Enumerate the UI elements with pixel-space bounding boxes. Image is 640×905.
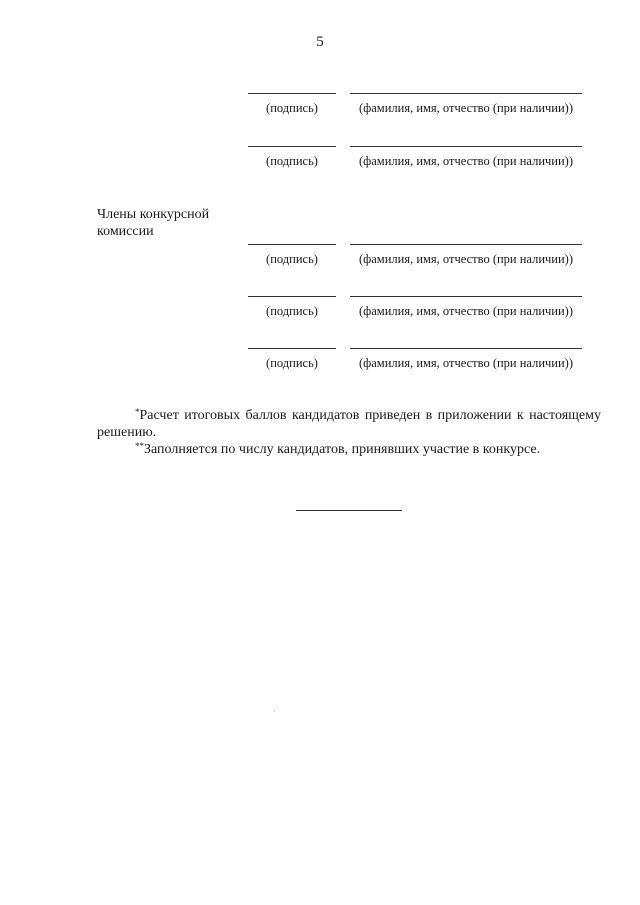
signature-caption: (подпись) — [266, 304, 318, 318]
end-of-document-rule — [296, 510, 402, 511]
footnote-1 — [97, 407, 601, 441]
footnote-mark: * — [135, 407, 140, 417]
scan-speck — [274, 710, 275, 711]
name-caption: (фамилия, имя, отчество (при наличии)) — [358, 304, 573, 318]
signature-line — [248, 296, 336, 297]
footnote-2 — [97, 441, 601, 458]
name-line — [350, 244, 582, 245]
name-line — [350, 348, 582, 349]
signature-line — [248, 93, 336, 94]
name-line — [350, 296, 582, 297]
footnotes — [97, 407, 601, 458]
signature-caption: (подпись) — [266, 252, 318, 266]
signature-caption: (подпись) — [266, 154, 318, 168]
signature-caption: (подпись) — [266, 356, 318, 370]
footnote-mark: ** — [135, 441, 144, 451]
name-line — [350, 93, 582, 94]
name-line — [350, 146, 582, 147]
name-caption: (фамилия, имя, отчество (при наличии)) — [358, 252, 573, 266]
commission-members-label: Члены конкурсной комиссии — [97, 207, 210, 239]
signature-line — [248, 146, 336, 147]
name-caption: (фамилия, имя, отчество (при наличии)) — [358, 356, 573, 370]
signature-line — [248, 244, 336, 245]
name-caption: (фамилия, имя, отчество (при наличии)) — [358, 101, 573, 115]
signature-caption: (подпись) — [266, 101, 318, 115]
footnote-text: Заполняется по числу кандидатов, принявших участие в конкурсе. — [144, 442, 541, 457]
footnote-text: Расчет итоговых баллов кандидатов приведен в приложении к настоящему решению. — [97, 408, 601, 440]
page-number: 5 — [316, 34, 324, 50]
name-caption: (фамилия, имя, отчество (при наличии)) — [358, 154, 573, 168]
signature-line — [248, 348, 336, 349]
